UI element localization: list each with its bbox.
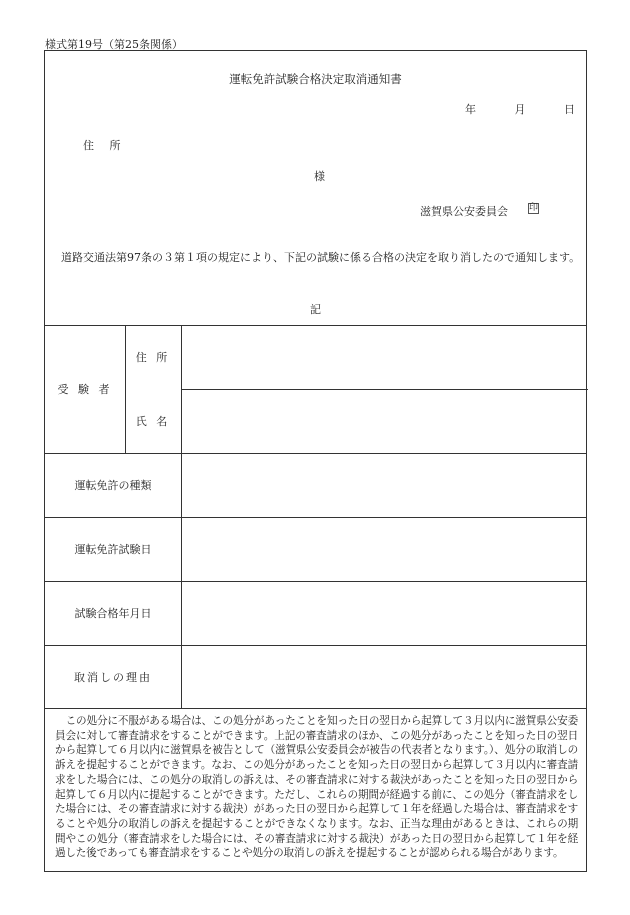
issuer-name: 滋賀県公安委員会 bbox=[420, 205, 508, 218]
date-year: 年 bbox=[465, 103, 476, 116]
form-frame bbox=[44, 50, 587, 872]
seal-mark: 印 bbox=[529, 203, 539, 213]
ki-heading: 記 bbox=[310, 303, 321, 316]
pass-date-field[interactable] bbox=[182, 582, 587, 645]
examinee-address-label: 住 所 bbox=[135, 351, 171, 364]
license-type-label: 運転免許の種類 bbox=[74, 479, 152, 492]
license-type-field[interactable] bbox=[182, 454, 587, 517]
notice-text: 道路交通法第97条の３第１項の規定により、下記の試験に係る合格の決定を取り消したので通知します。 bbox=[61, 251, 581, 264]
examinee-label: 受 験 者 bbox=[57, 383, 113, 396]
appeal-notice: この処分に不服がある場合は、この処分があったことを知った日の翌日から起算して３月以内に滋賀県公安委員会に対して審査請求をすることができます。上記の審査請求のほか、この処分があったことを知った日の翌日から起算して６月以内に滋賀県を被告として（滋賀県公安委員会が被告の代表者となります。）、処分の取消しの訴えを提起することができます。なお、この処分があったことを知った日の翌日から起算して３月以内に審査請求をした場合には、この処分の取消しの訴えは、その審査請求に対する裁決があったことを知った日の翌日から起算して６月以内に提起することができます。ただし、これらの期間が経過する前に、この処分（審査請求をした場合には、その審査請求に対する裁決）があった日の翌日から起算して１年を経過した場合は、審査請求をすることや処分の取消しの訴えを提起することができなくなります。なお、正当な理由があるときは、これらの期間やこの処分（審査請求をした場合には、その審査請求に対する裁決）があった日の翌日から起算して１年を経過した後であっても審査請求をすることや処分の取消しの訴えを提起することが認められる場合があります。 bbox=[55, 715, 578, 860]
form-number: 様式第19号（第25条関係） bbox=[45, 38, 183, 51]
pass-date-label: 試験合格年月日 bbox=[74, 607, 152, 620]
exam-date-field[interactable] bbox=[182, 518, 587, 581]
recipient-address-label: 住 所 bbox=[83, 139, 127, 152]
exam-date-label: 運転免許試験日 bbox=[74, 543, 152, 556]
row-line-5 bbox=[45, 708, 586, 709]
reason-label: 取消しの理由 bbox=[74, 670, 152, 684]
document-title: 運転免許試験合格決定取消通知書 bbox=[229, 72, 402, 86]
date-month: 月 bbox=[514, 103, 526, 116]
examinee-address-field[interactable] bbox=[182, 326, 587, 389]
examinee-name-label: 氏 名 bbox=[135, 415, 171, 428]
recipient-suffix: 様 bbox=[314, 170, 325, 183]
date-day: 日 bbox=[564, 103, 575, 116]
examinee-name-field[interactable] bbox=[182, 390, 587, 453]
date-line bbox=[465, 101, 575, 117]
reason-field[interactable] bbox=[182, 646, 587, 708]
